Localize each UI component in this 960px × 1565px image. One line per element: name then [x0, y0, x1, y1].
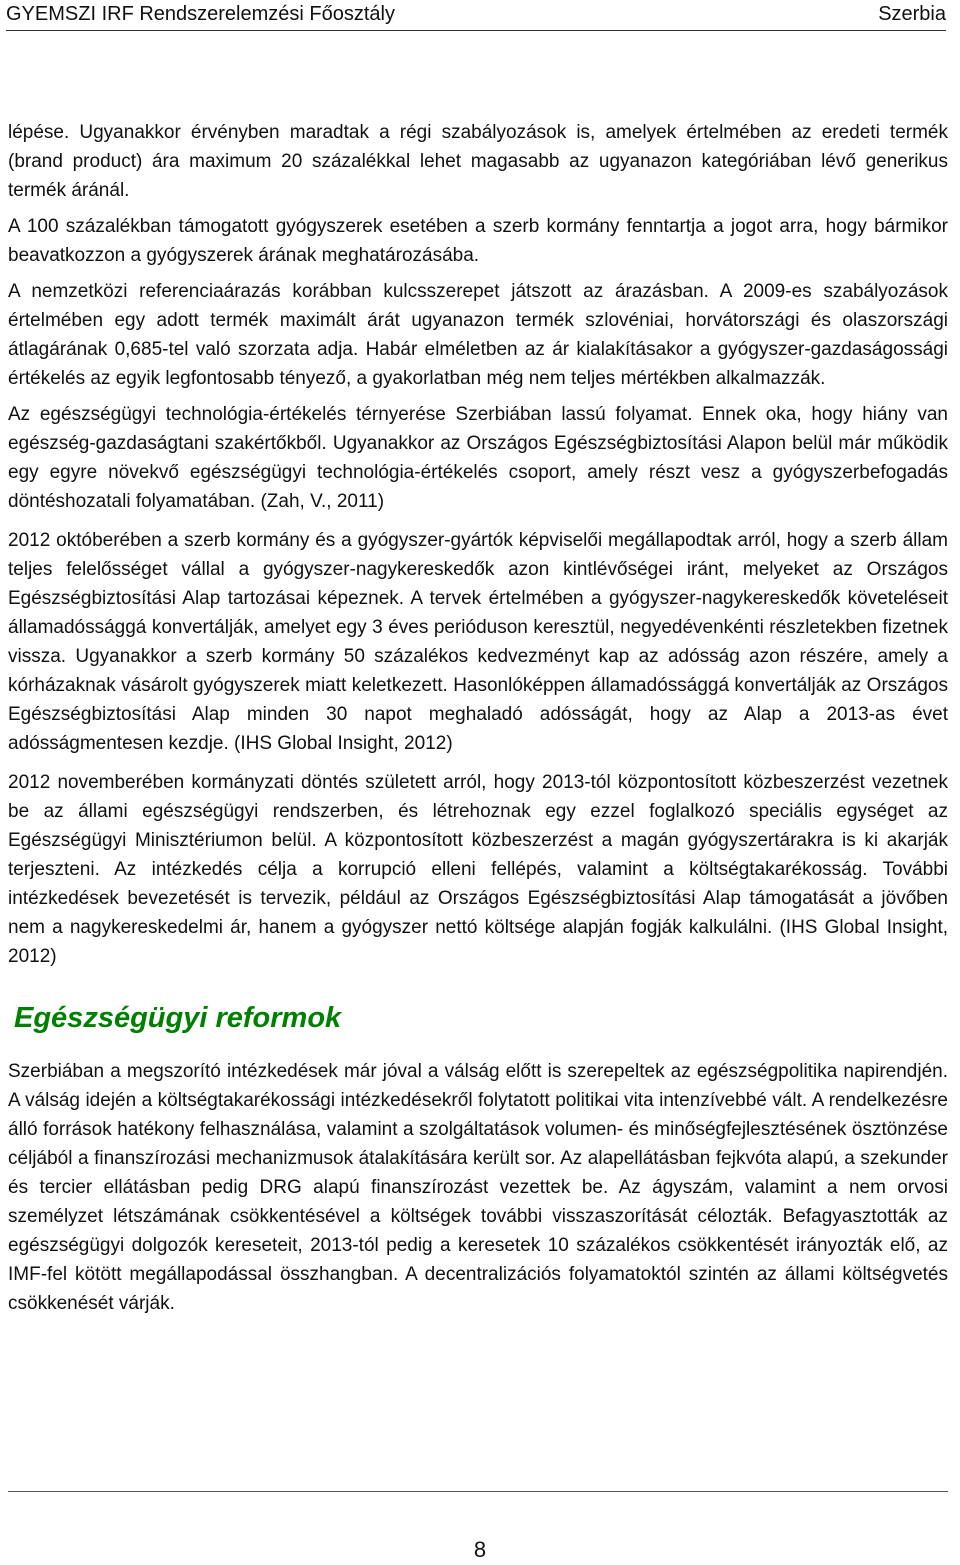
header-country: Szerbia [878, 3, 946, 25]
page-number: 8 [473, 1537, 487, 1562]
paragraph: Szerbiában a megszorító intézkedések már jóval a válság előtt is szerepeltek az egészségpolitika napirendjén. A válság idején a költségtakarékossági intézkedésekről folytatott politikai vita intenzívebbé vált. A rendelkezésre álló források hatékony felhasználása, valamint a szolgáltatások volumen- és minőségfejlesztésének ösztönzése céljából a finanszírozási mechanizmusok átalakítására került sor. Az alapellátásban fejkvóta alapú, a szekunder és tercier ellátásban pedig DRG alapú finanszírozást vezettek be. Az ágyszám, valamint a nem orvosi személyzet létszámának csökkentésével a költségek további visszaszorítását célozták. Befagyasztották az egészségügyi dolgozók kereseteit, 2013-tól pedig a keresetek 10 százalékos csökkentését irányozták elő, az IMF-fel kötött megállapodással összhangban. A decentralizációs folyamatoktól szintén az állami költségvetés csökkenését várják. [8, 1061, 948, 1314]
paragraph: Az egészségügyi technológia-értékelés térnyerése Szerbiában lassú folyamat. Ennek oka, hogy hiány van egészség-gazdaságtani szakértőkből. Ugyanakkor az Országos Egészségbiztosítási Alapon belül már működik egy egyre növekvő egészségügyi technológia-értékelés csoport, amely részt vesz a gyógyszerbefogadás döntéshozatali folyamatában. (Zah, V., 2011) [8, 404, 948, 512]
header-organization: GYEMSZI IRF Rendszerelemzési Főosztály [6, 3, 395, 25]
section-heading: Egészségügyi reformok [14, 1002, 342, 1034]
paragraph: A 100 százalékban támogatott gyógyszerek esetében a szerb kormány fenntartja a jogot arra, hogy bármikor beavatkozzon a gyógyszerek árának meghatározásába. [8, 216, 948, 266]
document-body [8, 118, 948, 1325]
paragraph: 2012 novemberében kormányzati döntés született arról, hogy 2013-tól központosított közbeszerzést vezetnek be az állami egészségügyi rendszerben, és létrehoznak egy ezzel foglalkozó speciális egységet az Egészségügyi Minisztériumon belül. A központosított közbeszerzést a magán gyógyszertárakra is ki akarják terjeszteni. Az intézkedés célja a korrupció elleni fellépés, valamint a költségtakarékosság. További intézkedések bevezetését is tervezik, például az Országos Egészségbiztosítási Alap támogatását a jövőben nem a nagykereskedelmi ár, hanem a gyógyszer nettó költsége alapján fogják kalkulálni. (IHS Global Insight, 2012) [8, 772, 948, 967]
paragraph: lépése. Ugyanakkor érvényben maradtak a régi szabályozások is, amelyek értelmében az eredeti termék (brand product) ára maximum 20 százalékkal lehet magasabb az ugyanazon kategóriában lévő generikus termék áránál. [8, 122, 948, 201]
page-header [6, 2, 946, 31]
paragraph: 2012 októberében a szerb kormány és a gyógyszer-gyártók képviselői megállapodtak arról, hogy a szerb állam teljes felelősséget vállal a gyógyszer-nagykereskedők azon kintlévőségei iránt, melyeket az Országos Egészségbiztosítási Alap tartozásai képeznek. A tervek értelmében a gyógyszer-nagykereskedők követeléseit államadóssággá konvertálják, amelyet egy 3 éves perióduson keresztül, negyedévenkénti részletekben fizetnek vissza. Ugyanakkor a szerb kormány 50 százalékos kedvezményt kap az adósság azon részére, amely a kórházaknak vásárolt gyógyszerek miatt keletkezett. Hasonlóképpen államadóssággá konvertálják az Országos Egészségbiztosítási Alap minden 30 napot meghaladó adósságát, hogy az Alap a 2013-as évet adósságmentesen kezdje. (IHS Global Insight, 2012) [8, 530, 948, 754]
paragraph: A nemzetközi referenciaárazás korábban kulcsszerepet játszott az árazásban. A 2009-es szabályozások értelmében egy adott termék maximált árát ugyanazon termék szlovéniai, horvátországi és olaszországi átlagárának 0,685-tel való szorzata adja. Habár elméletben az ár kialakításakor a gyógyszer-gazdaságossági értékelés az egyik legfontosabb tényező, a gyakorlatban még nem teljes mértékben alkalmazzák. [8, 281, 948, 389]
footer-divider [8, 1491, 948, 1492]
